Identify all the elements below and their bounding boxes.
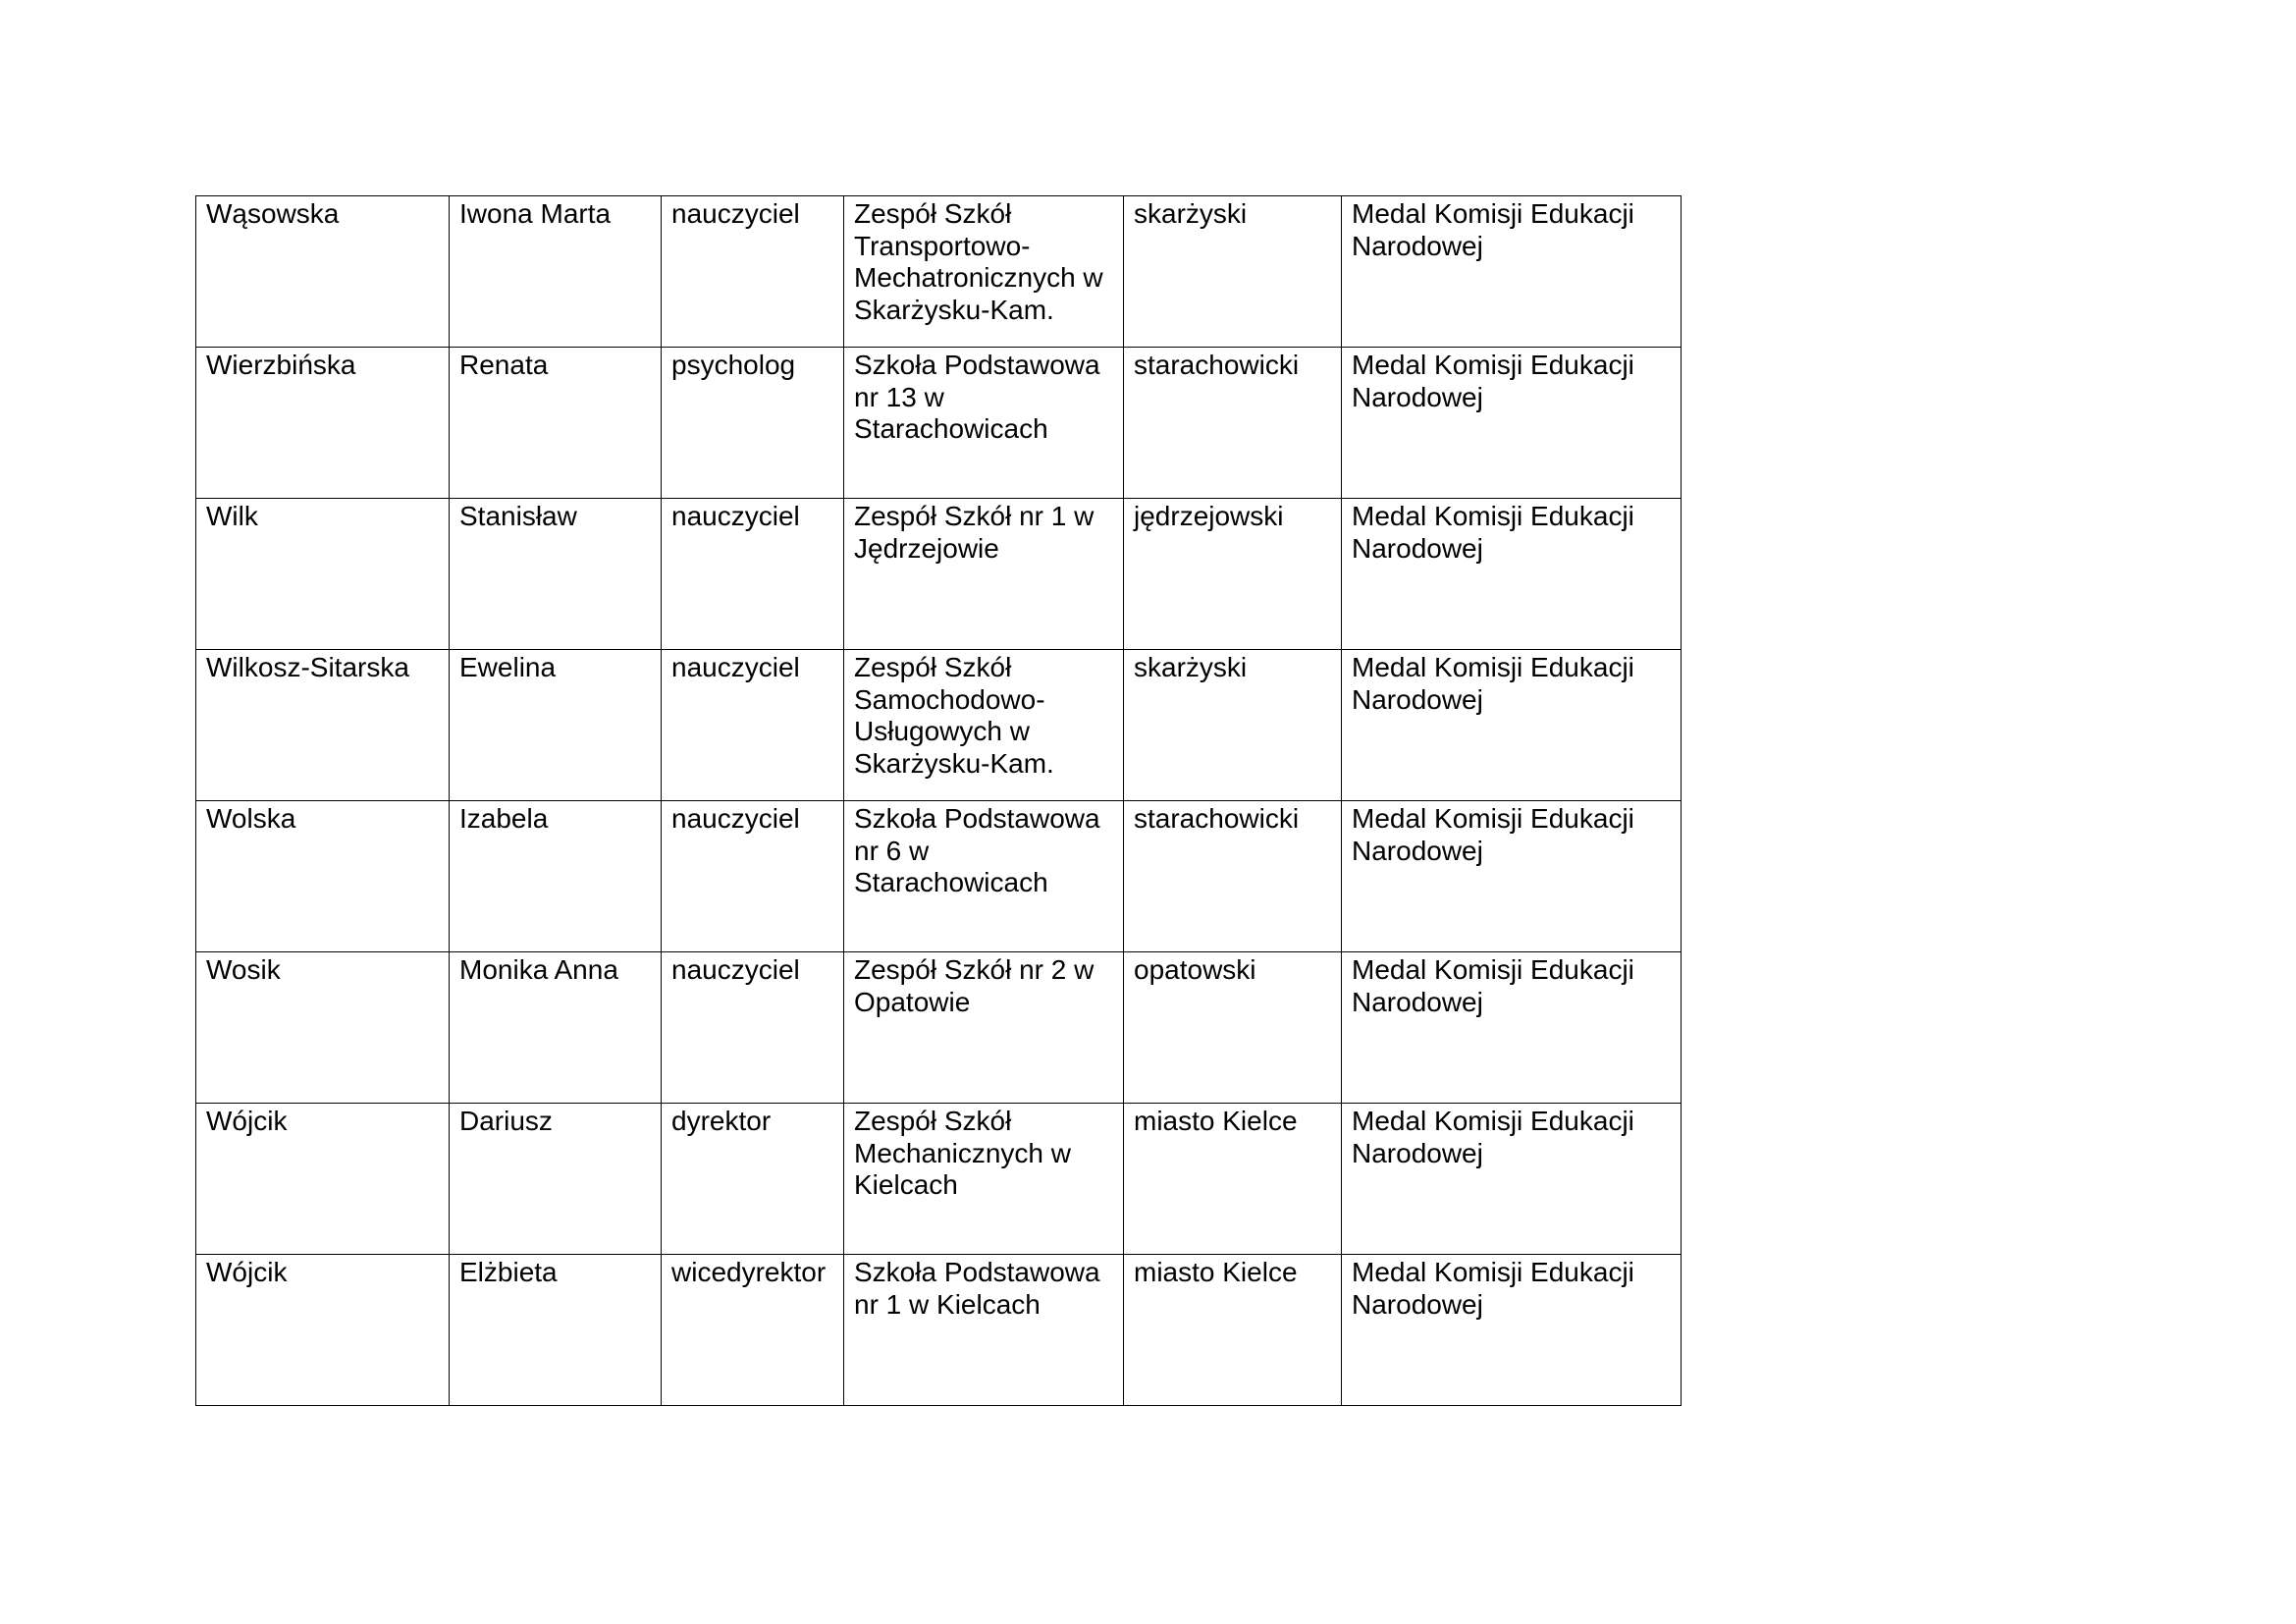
table-row [196,801,1682,952]
first-name-cell: Stanisław [450,499,662,650]
surname-cell: Wójcik [196,1255,450,1406]
surname-cell: Wierzbińska [196,348,450,499]
position-cell: nauczyciel [662,650,844,801]
surname-cell: Wilkosz-Sitarska [196,650,450,801]
position-cell: psycholog [662,348,844,499]
position-cell: nauczyciel [662,499,844,650]
district-cell: miasto Kielce [1124,1255,1342,1406]
district-cell: jędrzejowski [1124,499,1342,650]
award-cell: Medal Komisji Edukacji Narodowej [1342,348,1682,499]
award-cell: Medal Komisji Edukacji Narodowej [1342,196,1682,348]
award-cell: Medal Komisji Edukacji Narodowej [1342,801,1682,952]
table-row [196,952,1682,1104]
school-cell: Zespół Szkół nr 2 w Opatowie [844,952,1124,1104]
district-cell: skarżyski [1124,196,1342,348]
district-cell: miasto Kielce [1124,1104,1342,1255]
position-cell: nauczyciel [662,196,844,348]
position-cell: dyrektor [662,1104,844,1255]
district-cell: starachowicki [1124,801,1342,952]
school-cell: Zespół Szkół Mechanicznych w Kielcach [844,1104,1124,1255]
table-row [196,499,1682,650]
awards-table [195,195,1682,1406]
award-cell: Medal Komisji Edukacji Narodowej [1342,952,1682,1104]
award-cell: Medal Komisji Edukacji Narodowej [1342,650,1682,801]
district-cell: opatowski [1124,952,1342,1104]
surname-cell: Wosik [196,952,450,1104]
first-name-cell: Renata [450,348,662,499]
surname-cell: Wąsowska [196,196,450,348]
table-row [196,1104,1682,1255]
table-row [196,650,1682,801]
award-cell: Medal Komisji Edukacji Narodowej [1342,1104,1682,1255]
surname-cell: Wilk [196,499,450,650]
district-cell: starachowicki [1124,348,1342,499]
surname-cell: Wolska [196,801,450,952]
first-name-cell: Monika Anna [450,952,662,1104]
award-cell: Medal Komisji Edukacji Narodowej [1342,1255,1682,1406]
school-cell: Szkoła Podstawowa nr 13 w Starachowicach [844,348,1124,499]
award-cell: Medal Komisji Edukacji Narodowej [1342,499,1682,650]
position-cell: nauczyciel [662,952,844,1104]
table-row [196,1255,1682,1406]
first-name-cell: Iwona Marta [450,196,662,348]
position-cell: nauczyciel [662,801,844,952]
first-name-cell: Dariusz [450,1104,662,1255]
surname-cell: Wójcik [196,1104,450,1255]
district-cell: skarżyski [1124,650,1342,801]
first-name-cell: Ewelina [450,650,662,801]
school-cell: Zespół Szkół nr 1 w Jędrzejowie [844,499,1124,650]
table-row [196,196,1682,348]
table-row [196,348,1682,499]
first-name-cell: Elżbieta [450,1255,662,1406]
school-cell: Szkoła Podstawowa nr 6 w Starachowicach [844,801,1124,952]
first-name-cell: Izabela [450,801,662,952]
school-cell: Szkoła Podstawowa nr 1 w Kielcach [844,1255,1124,1406]
school-cell: Zespół Szkół Transportowo-Mechatronicznych w Skarżysku-Kam. [844,196,1124,348]
position-cell: wicedyrektor [662,1255,844,1406]
school-cell: Zespół Szkół Samochodowo-Usługowych w Skarżysku-Kam. [844,650,1124,801]
